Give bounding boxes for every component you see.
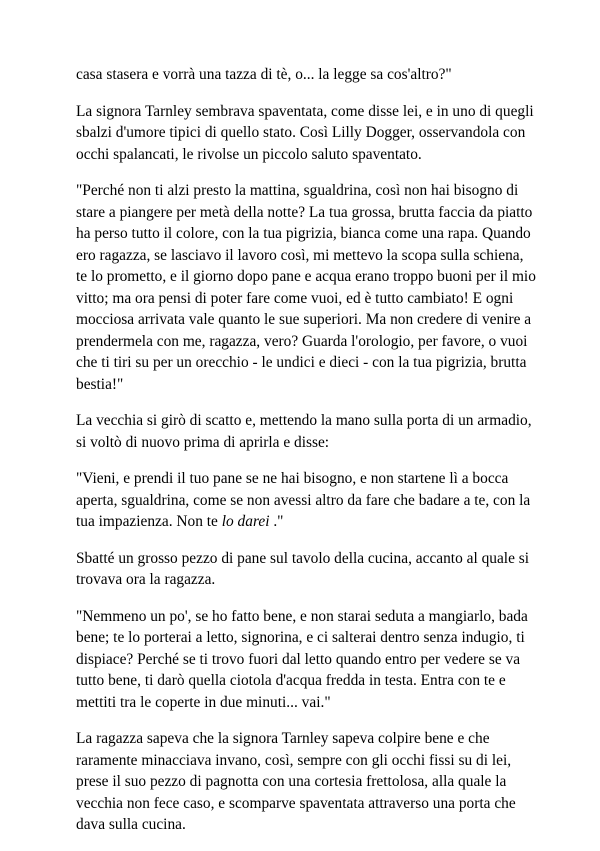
paragraph-7: "Nemmeno un po', se ho fatto bene, e non starai seduta a mangiarlo, bada bene; te lo porterai a letto, signorina, e ci salterai dentro senza indugio, ti dispiace? Perché se ti trovo fuori dal letto quando entro per vedere se va tutto bene, ti darò quella ciotola d'acqua fredda in testa. Entra con te e mettiti tra le coperte in due minuti... vai."	[76, 607, 528, 711]
document-page	[76, 64, 538, 851]
paragraph-3: "Perché non ti alzi presto la mattina, sgualdrina, così non hai bisogno di stare a piangere per metà della notte? La tua grossa, brutta faccia da piatto ha perso tutto il colore, con la tua pigrizia, bianca come una rapa. Quando ero ragazza, se lasciavo il lavoro così, mi mettevo la scopa sulla schiena, te lo prometto, e il giorno dopo pane e acqua erano troppo buoni per il mio vitto; ma ora pensi di poter fare come vuoi, ed è tutto cambiato! E ogni mocciosa arrivata vale quanto le sue superiori. Ma non credere di venire a prendermela con me, ragazza, vero? Guarda l'orologio, per favore, o vuoi che ti tiri su per un orecchio - le undici e dieci - con la tua pigrizia, brutta bestia!"	[76, 182, 536, 393]
paragraph-2: La signora Tarnley sembrava spaventata, come disse lei, e in uno di quegli sbalzi d'umore tipici di quello stato. Così Lilly Dogger, osservandola con occhi spalancati, le rivolse un piccolo saluto spaventato.	[76, 102, 534, 163]
paragraph-6: Sbatté un grosso pezzo di pane sul tavolo della cucina, accanto al quale si trovava ora la ragazza.	[76, 549, 530, 588]
paragraph-8: La ragazza sapeva che la signora Tarnley sapeva colpire bene e che raramente minacciava invano, così, sempre con gli occhi fissi su di lei, prese il suo pezzo di pagnotta con una cortesia frettolosa, alla quale la vecchia non fece caso, e scomparve spaventata attraverso una porta che dava sulla cucina.	[76, 730, 516, 833]
paragraph-5	[76, 468, 538, 533]
paragraph-5-end: ."	[269, 513, 284, 530]
paragraph-1: casa stasera e vorrà una tazza di tè, o... la legge sa cos'altro?"	[76, 66, 452, 83]
italic-phrase: lo darei	[221, 513, 270, 530]
paragraph-4: La vecchia si girò di scatto e, mettendo la mano sulla porta di un armadio, si voltò di nuovo prima di aprirla e disse:	[76, 412, 532, 451]
paragraph-5-text: "Vieni, e prendi il tuo pane se ne hai bisogno, e non startene lì a bocca aperta, sgualdrina, come se non avessi altro da fare che badare a te, con la tua impazienza. Non te	[76, 470, 531, 530]
